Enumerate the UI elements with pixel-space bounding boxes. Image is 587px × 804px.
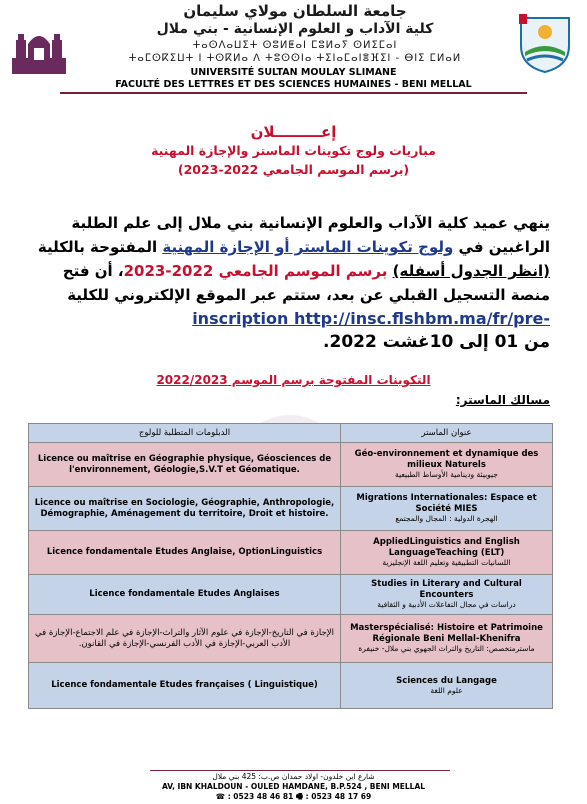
section-label: مسالك الماستر: [455,393,550,407]
header-rule [60,92,527,94]
table-row [29,615,553,663]
table-header-row [29,424,553,443]
registration-dates: من 01 إلى 10غشت 2022. [323,332,550,352]
program-title-ar: الهجرة الدولية : المجال والمجتمع [395,514,498,524]
faculty-name-french: FACULTÉ DES LETTRES ET DES SCIENCES HUMAINES - BENI MELLAL [115,79,472,90]
footer-rule [150,770,450,771]
required-degrees: Licence fondamentale Etudes Anglaises [29,575,341,615]
footer-address-french: AV, IBN KHALDOUN - OULED HAMDANE, B.P.524 , BENI MELLAL [161,782,426,791]
programs-link[interactable]: ولوج تكوينات الماستر أو الإجازة المهنية [162,238,454,256]
announcement-subtitle: مباريات ولوج تكوينات الماستر والإجازة المهنية [151,143,436,158]
program-title [341,443,553,487]
announcement-title: إعـــــــــلان [250,123,337,141]
university-name-tifinagh: ⵜⴰⵙⴷⴰⵡⵉⵜ ⵙⵓⵍⵟⴰⵏ ⵎⵓⵍⴰⵢ ⵙⵍⵉⵎⴰⵏ [192,40,398,51]
body-line-4: منصة التسجيل القبلي عن بعد، ستتم عبر الموقع الإلكتروني للكلية [67,286,550,304]
university-name-french: UNIVERSITÉ SULTAN MOULAY SLIMANE [190,67,397,78]
header-program: عنوان الماستر [341,424,553,443]
program-title [341,531,553,575]
table-row [29,663,553,709]
required-degrees: Licence ou maîtrise en Géographie physique, Géosciences de l'environnement, Géologie,S.V.T et Géomatique. [29,443,341,487]
registration-link[interactable]: inscription http://insc.flshbm.ma/fr/pre- [192,309,550,328]
programs-table [28,423,553,709]
program-title-fr: Sciences du Langage [396,675,497,686]
program-title [341,575,553,615]
required-degrees: Licence fondamentale Etudes Anglaise, OptionLinguistics [29,531,341,575]
program-title-fr: AppliedLinguistics and English LanguageTeaching (ELT) [373,537,520,558]
program-title-ar: اللسانيات التطبيقية وتعليم اللغة الإنجليزية [382,558,511,568]
body-line-1: ينهي عميد كلية الآداب والعلوم الإنسانية بني ملال إلى علم الطلبة [71,214,550,232]
footer-phone-fax: ☎ : 0523 48 46 81 🖷 : 0523 48 17 69 [215,792,372,801]
program-title-ar: دراسات في مجال التفاعلات الأدبية و الثقافية [377,600,516,610]
required-degrees: Licence ou maîtrise en Sociologie, Géographie, Anthropologie, Démographie, Aménagement du territoire, Droit et histoire. [29,487,341,531]
university-emblem-logo [515,12,575,74]
body-line-3 [40,262,550,280]
table-title: التكوينات المفتوحة برسم الموسم 2022/2023 [156,373,431,387]
program-title [341,615,553,663]
faculty-name-tifinagh: ⵜⴰⵎⵙⴽⵉⵡⵜ ⵏ ⵜⵙⴽⵍⴰ ⴷ ⵜⵓⵙⵙⵏⴰ ⵜⵉⵏⴰⵎⴰⵏⴻⴼⵉⵏ - ⴱⵏⵉ ⵎⵍⴰⵍ [128,53,462,64]
body-line-2 [37,238,550,256]
required-degrees: الإجازة في التاريخ-الإجازة في علوم الآثار والتراث-الإجازة في علم الاجتماع-الإجازة في الأدب العربي-الإجازة في الأدب الفرنسي-الإجازة في القانون. [29,615,341,663]
announcement-season: (برسم الموسم الجامعي 2022-2023) [177,162,410,177]
university-name-arabic: جامعة السلطان مولاي سليمان [183,2,407,20]
program-title-ar: جيوبيئة ودينامية الأوساط الطبيعية [395,470,498,480]
header-degrees: الدبلومات المتطلبة للولوج [29,424,341,443]
letterhead [0,0,587,98]
table-reference: (انظر الجدول أسفله) [392,262,550,280]
table-row [29,487,553,531]
body-text: المفتوحة بالكلية [37,238,163,256]
body-text: الراغبين في [453,238,550,256]
footer-address-arabic: شارع ابن خلدون- اولاد حمدان ص.ب: 425 بني ملال [212,772,375,781]
table-row [29,531,553,575]
table-row [29,575,553,615]
program-title [341,487,553,531]
program-title-ar: ماسترمتخصص: التاريخ والتراث الجهوي بني ملال- خنيفرة [358,644,535,654]
program-title [341,663,553,709]
required-degrees: Licence fondamentale Etudes françaises ( Linguistique) [29,663,341,709]
table-row [29,443,553,487]
program-title-fr: Masterspécialisé: Histoire et Patrimoine Régionale Beni Mellal-Khenifra [350,623,543,644]
season-text: برسم الموسم الجامعي 2022-2023 [123,262,393,280]
body-text: ، أن فتح [62,262,124,280]
program-title-fr: Studies in Literary and Cultural Encounters [371,579,522,600]
program-title-fr: Géo-environnement et dynamique des milieux Naturels [354,449,539,470]
faculty-name-arabic: كلية الآداب و العلوم الإنسانية - بني ملال [156,21,434,37]
program-title-ar: علوم اللغة [430,686,463,696]
program-title-fr: Migrations Internationales: Espace et Société MIES [356,493,537,514]
